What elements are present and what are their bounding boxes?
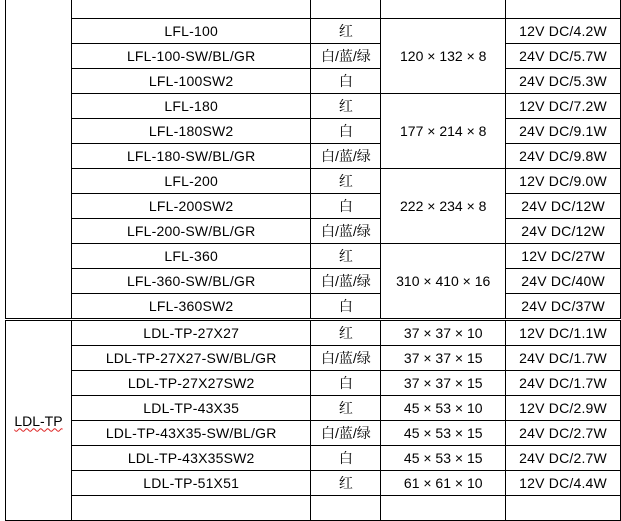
model-cell: LFL-100SW2 [71, 69, 311, 94]
table-row [6, 446, 621, 471]
model-cell: LDL-TP-51X51 [71, 471, 311, 496]
table-row [6, 244, 621, 269]
model-cell: LFL-200SW2 [71, 194, 311, 219]
color-cell: 白 [311, 294, 381, 320]
power-cell: 24V DC/9.8W [506, 144, 621, 169]
table-row [6, 169, 621, 194]
model-cell: LFL-360-SW/BL/GR [71, 269, 311, 294]
power-cell: 24V DC/1.7W [506, 371, 621, 396]
color-cell: 白/蓝/绿 [311, 269, 381, 294]
color-cell [311, 0, 381, 19]
power-cell: 12V DC/2.9W [506, 396, 621, 421]
table-row [6, 144, 621, 169]
power-cell: 12V DC/4.4W [506, 471, 621, 496]
model-cell [71, 496, 311, 521]
color-cell: 红 [311, 471, 381, 496]
color-cell: 白 [311, 119, 381, 144]
color-cell: 红 [311, 320, 381, 346]
table-row [6, 294, 621, 320]
size-cell: 37 × 37 × 15 [381, 346, 506, 371]
model-cell: LFL-360SW2 [71, 294, 311, 320]
size-cell: 61 × 61 × 10 [381, 471, 506, 496]
spec-table [5, 0, 621, 521]
color-cell [311, 496, 381, 521]
table-row [6, 94, 621, 119]
table-row [6, 44, 621, 69]
color-cell: 红 [311, 169, 381, 194]
color-cell: 白/蓝/绿 [311, 346, 381, 371]
power-cell [506, 0, 621, 19]
color-cell: 红 [311, 396, 381, 421]
series-cell [6, 0, 72, 320]
model-cell: LFL-100-SW/BL/GR [71, 44, 311, 69]
table-row [6, 346, 621, 371]
color-cell: 白 [311, 446, 381, 471]
table-row [6, 320, 621, 346]
color-cell: 白/蓝/绿 [311, 44, 381, 69]
color-cell: 白/蓝/绿 [311, 421, 381, 446]
table-row [6, 396, 621, 421]
power-cell: 24V DC/9.1W [506, 119, 621, 144]
model-cell: LDL-TP-27X27 [71, 320, 311, 346]
size-cell: 310 × 410 × 16 [381, 244, 506, 320]
power-cell: 24V DC/5.3W [506, 69, 621, 94]
table-row [6, 194, 621, 219]
table-row [6, 421, 621, 446]
color-cell: 红 [311, 94, 381, 119]
power-cell: 24V DC/2.7W [506, 446, 621, 471]
power-cell: 24V DC/40W [506, 269, 621, 294]
series-label: LDL-TP [14, 412, 63, 429]
series-cell [6, 320, 72, 521]
power-cell: 12V DC/9.0W [506, 169, 621, 194]
model-cell: LFL-180SW2 [71, 119, 311, 144]
power-cell: 12V DC/4.2W [506, 19, 621, 44]
color-cell: 白/蓝/绿 [311, 219, 381, 244]
table-row [6, 19, 621, 44]
power-cell: 12V DC/27W [506, 244, 621, 269]
model-cell [71, 0, 311, 19]
model-cell: LFL-100 [71, 19, 311, 44]
model-cell: LDL-TP-43X35SW2 [71, 446, 311, 471]
power-cell: 24V DC/12W [506, 219, 621, 244]
power-cell: 24V DC/37W [506, 294, 621, 320]
size-cell: 45 × 53 × 15 [381, 421, 506, 446]
model-cell: LDL-TP-27X27SW2 [71, 371, 311, 396]
model-cell: LFL-180 [71, 94, 311, 119]
model-cell: LFL-200-SW/BL/GR [71, 219, 311, 244]
size-cell: 45 × 53 × 15 [381, 446, 506, 471]
table-row [6, 471, 621, 496]
color-cell: 白 [311, 69, 381, 94]
model-cell: LDL-TP-43X35 [71, 396, 311, 421]
size-cell: 177 × 214 × 8 [381, 94, 506, 169]
table-row [6, 219, 621, 244]
model-cell: LFL-360 [71, 244, 311, 269]
power-cell: 12V DC/1.1W [506, 320, 621, 346]
power-cell: 24V DC/12W [506, 194, 621, 219]
color-cell: 红 [311, 244, 381, 269]
power-cell: 24V DC/2.7W [506, 421, 621, 446]
size-cell: 222 × 234 × 8 [381, 169, 506, 244]
color-cell: 白 [311, 194, 381, 219]
model-cell: LDL-TP-43X35-SW/BL/GR [71, 421, 311, 446]
table-row [6, 119, 621, 144]
size-cell: 120 × 132 × 8 [381, 19, 506, 94]
size-cell [381, 496, 506, 521]
power-cell: 12V DC/7.2W [506, 94, 621, 119]
size-cell [381, 0, 506, 19]
color-cell: 白 [311, 371, 381, 396]
color-cell: 红 [311, 19, 381, 44]
model-cell: LDL-TP-27X27-SW/BL/GR [71, 346, 311, 371]
table-row [6, 496, 621, 521]
model-cell: LFL-200 [71, 169, 311, 194]
power-cell [506, 496, 621, 521]
color-cell: 白/蓝/绿 [311, 144, 381, 169]
size-cell: 37 × 37 × 10 [381, 320, 506, 346]
model-cell: LFL-180-SW/BL/GR [71, 144, 311, 169]
power-cell: 24V DC/5.7W [506, 44, 621, 69]
table-row [6, 269, 621, 294]
table-row [6, 0, 621, 19]
table-row [6, 371, 621, 396]
size-cell: 37 × 37 × 15 [381, 371, 506, 396]
table-row [6, 69, 621, 94]
power-cell: 24V DC/1.7W [506, 346, 621, 371]
size-cell: 45 × 53 × 10 [381, 396, 506, 421]
